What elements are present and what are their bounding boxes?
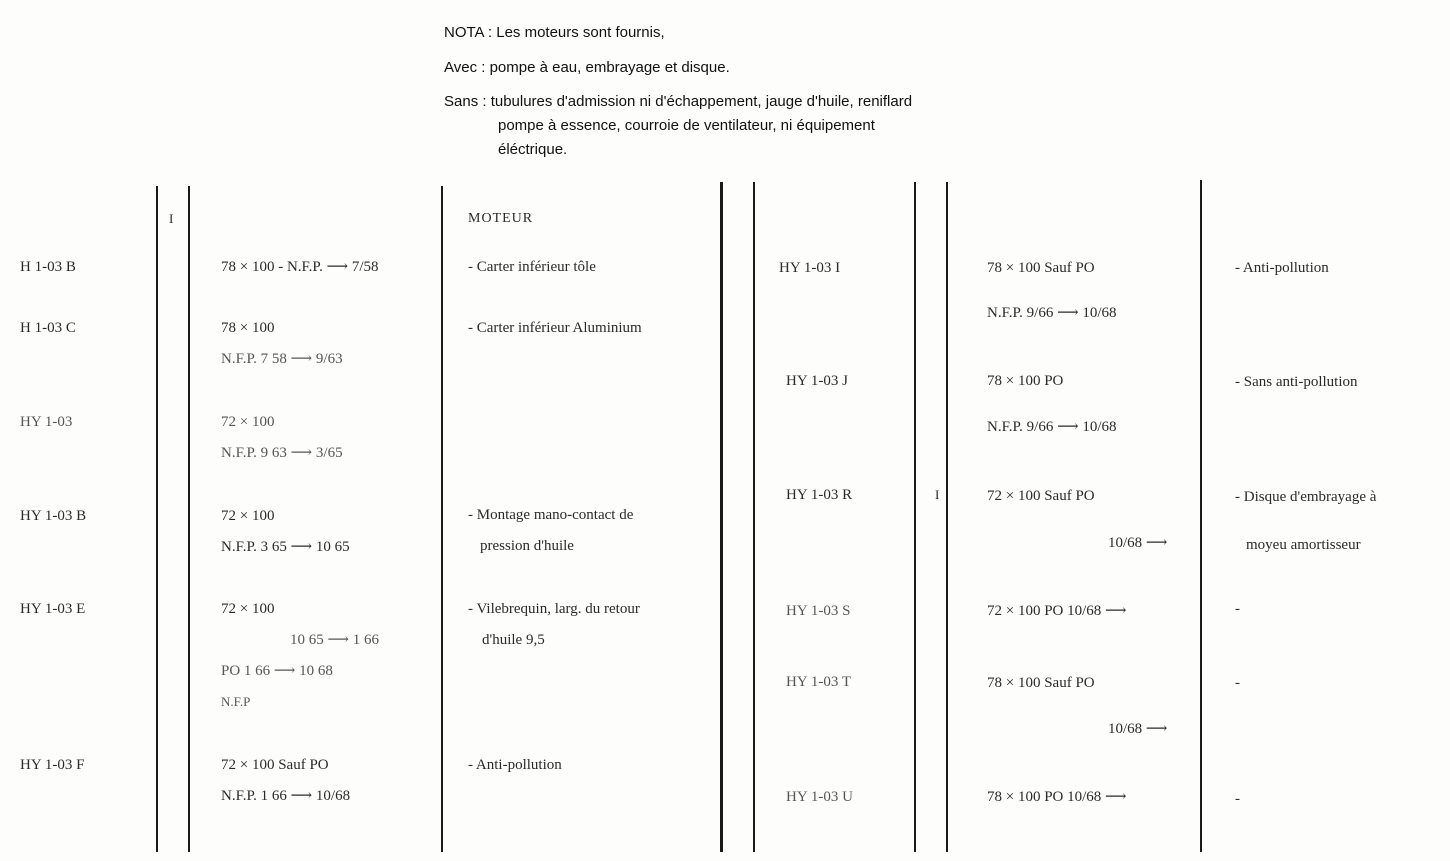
right-spec: 78 × 100 Sauf PO [987,675,1095,691]
right-desc: - [1235,675,1240,691]
right-desc: - Sans anti-pollution [1235,374,1358,390]
nota-line-2: Avec : pompe à eau, embrayage et disque. [444,59,730,76]
right-desc: - Anti-pollution [1235,260,1329,276]
right-type: HY 1-03 S [786,603,851,619]
nota-line-5: éléctrique. [498,141,568,158]
left-spec: 72 × 100 [221,601,275,617]
left-type: HY 1-03 E [20,601,86,617]
left-spec: 72 × 100 [221,508,275,524]
right-desc: - [1235,791,1240,807]
left-spec: PO 1 66 ⟶ 10 68 [221,663,333,679]
right-spec: N.F.P. 9/66 ⟶ 10/68 [987,419,1117,435]
right-spec: 78 × 100 PO 10/68 ⟶ [987,789,1127,805]
nota-line-3: Sans : tubulures d'admission ni d'échappement, jauge d'huile, reniflard [444,93,913,110]
left-type: HY 1-03 [20,414,73,430]
table-rule-6 [1200,180,1202,852]
table-rule-center-b [753,182,755,852]
right-spec: 78 × 100 Sauf PO [987,260,1095,276]
table-rule-center-a [720,182,723,852]
table-rule-2 [188,186,190,852]
left-desc: - Vilebrequin, larg. du retour [468,601,640,617]
left-type: HY 1-03 B [20,508,87,524]
left-column-mark: I [169,211,174,226]
table-rule-3 [441,186,443,852]
left-desc: - Carter inférieur Aluminium [468,320,642,336]
right-type: HY 1-03 J [786,373,848,389]
left-spec: N.F.P. 3 65 ⟶ 10 65 [221,539,350,555]
table-rule-4 [914,182,916,852]
left-desc: d'huile 9,5 [482,632,545,648]
right-desc: - Disque d'embrayage à [1235,489,1377,505]
right-desc: - [1235,601,1240,617]
left-spec: 72 × 100 [221,414,275,430]
right-type: HY 1-03 T [786,674,851,690]
right-spec: 78 × 100 PO [987,373,1064,389]
left-desc: pression d'huile [480,538,574,554]
left-spec: 78 × 100 - N.F.P. ⟶ 7/58 [221,259,379,275]
left-desc: - Carter inférieur tôle [468,259,596,275]
right-spec: 10/68 ⟶ [1108,721,1168,737]
table-rule-1 [156,186,158,852]
left-spec: 78 × 100 [221,320,275,336]
left-desc: - Anti-pollution [468,757,562,773]
right-column-mark: I [935,487,940,502]
right-spec: 10/68 ⟶ [1108,535,1168,551]
left-type: H 1-03 B [20,259,76,275]
right-type: HY 1-03 U [786,789,853,805]
nota-line-4: pompe à essence, courroie de ventilateur, ni équipement [498,117,875,134]
left-desc: - Montage mano-contact de [468,507,634,523]
left-type: H 1-03 C [20,320,76,336]
right-spec: 72 × 100 PO 10/68 ⟶ [987,603,1127,619]
section-title: MOTEUR [468,211,534,226]
table-rule-5 [946,182,948,852]
right-desc: moyeu amortisseur [1246,537,1361,553]
left-spec: N.F.P. 1 66 ⟶ 10/68 [221,788,351,804]
left-spec: 72 × 100 Sauf PO [221,757,329,773]
left-spec: 10 65 ⟶ 1 66 [290,632,380,648]
right-type: HY 1-03 I [779,260,841,276]
left-spec: N.F.P. 7 58 ⟶ 9/63 [221,351,343,367]
right-spec: 72 × 100 Sauf PO [987,488,1095,504]
left-spec: N.F.P. 9 63 ⟶ 3/65 [221,445,343,461]
left-spec: N.F.P [221,694,251,709]
left-type: HY 1-03 F [20,757,85,773]
nota-line-1: NOTA : Les moteurs sont fournis, [444,24,665,41]
right-type: HY 1-03 R [786,487,853,503]
right-spec: N.F.P. 9/66 ⟶ 10/68 [987,305,1117,321]
